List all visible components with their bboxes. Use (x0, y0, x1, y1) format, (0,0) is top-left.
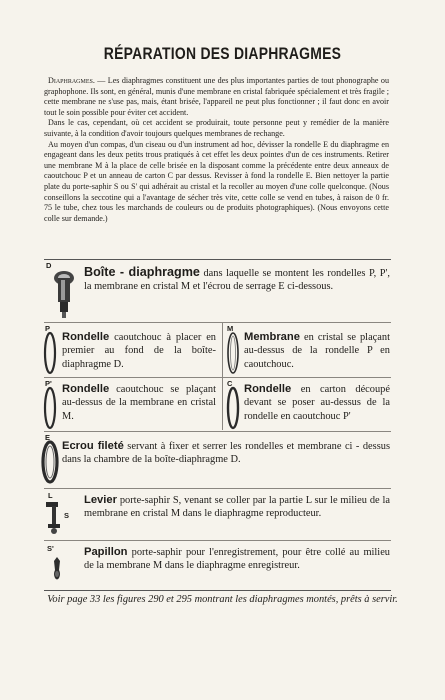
divider (44, 322, 391, 323)
intro-paragraph-3: Au moyen d'un compas, d'un ciseau ou d'un instrument ad hoc, dévisser la rondelle E du diaphragme en engageant dans les deux petits trous pratiqués à cet effet les deux pointes d'un de ces instruments. Retirer une membrane M à la place de celle brisée en la disposant comme la précédente entre deux anneaux de caoutchouc P et un anneau de carton C par dessus. Revisser à fond la rondelle E. Bien nettoyer la partie plate du porte-saphir S ou S' qui adhérait au cristal et la recoller au moyen d'une colle quelconque. (Nous conseillons la seccotine qui a l'avantage de sécher très vite, cette colle se vend en tubes, à raison de 0 fr. 75 le tube, chez tous les marchands de couleurs ou de produits photographiques). (Nous envoyons cette colle sur demande.) (44, 139, 389, 223)
item-papillon-text: porte-saphir pour l'enregistrement, pour être collé au milieu de la membrane M dans le diaphragme enregistreur. (84, 547, 390, 572)
threaded-nut-figure (41, 439, 59, 485)
stylus-butterfly-figure (50, 556, 64, 582)
figure-letter-c: C (227, 379, 233, 388)
item-rondelle-c-text: en carton découpé devant se poser au-dessus de la rondelle en caoutchouc P' (244, 384, 390, 422)
figure-letter-e: E (45, 433, 51, 442)
item-papillon-name: Papillon (84, 546, 128, 558)
item-rondelle-p-prime-name: Rondelle (62, 383, 110, 395)
footer-note: Voir page 33 les figures 290 et 295 montrant les diaphragmes montés, prêts à servir. (47, 594, 398, 605)
item-boite-diaphragme (84, 266, 390, 294)
item-ecrou-name: Ecrou fileté (62, 440, 124, 452)
intro-paragraph-1 (44, 76, 389, 118)
item-rondelle-p-name: Rondelle (62, 331, 110, 343)
figure-letter-p: P (45, 324, 51, 333)
cardboard-ring-figure (226, 385, 240, 431)
item-rondelle-p-prime (62, 383, 216, 423)
intro-lead: Diaphragmes. (48, 76, 95, 85)
item-levier-text: porte-saphir S, venant se coller par la partie L sur le milieu de la membrane en cristal M dans le diaphragme reproducteur. (84, 495, 390, 520)
figure-letter-l: L (48, 491, 53, 500)
divider (44, 377, 391, 378)
item-boite-text: dans laquelle se montent les rondelles P, P', la membrane en cristal M et l'écrou de serrage E ci-dessous. (84, 268, 391, 293)
intro-paragraph-2: Dans le cas, cependant, où cet accident se produirait, toute personne peut y remédier de la manière suivante, à la condition d'avoir toujours quelques membranes de rechange. (44, 118, 389, 138)
item-levier-name: Levier (84, 494, 117, 506)
intro-paragraph-1-text: — Les diaphragmes constituent une des plus importantes parties de tout phonographe ou graphophone. Ils sont, en général, munis d'une membrane en cristal fabriquée spécialement et très fragile ; cette membrane ne s'use pas, mais, étant brisée, l'appareil ne peut plus fonctionner ; il faut donc en avoir tout le soin possible pour éviter cet accident. (44, 76, 389, 117)
item-rondelle-p (62, 331, 216, 371)
divider (44, 540, 391, 541)
figure-letter-m: M (227, 324, 234, 333)
diaphragm-box-figure (48, 268, 76, 320)
figure-letter-p-prime: P' (45, 379, 52, 388)
intro-text (44, 76, 389, 224)
item-membrane-text: en cristal se plaçant au-dessus de la rondelle P en caoutchouc. (244, 332, 390, 370)
item-rondelle-c (244, 383, 390, 423)
figure-letter-s-prime: S' (47, 544, 54, 553)
item-membrane (244, 331, 390, 371)
rubber-ring-figure (43, 385, 57, 431)
item-rondelle-c-name: Rondelle (244, 383, 292, 395)
glass-membrane-figure (226, 330, 240, 376)
divider (44, 590, 391, 591)
rubber-ring-figure (43, 330, 57, 376)
item-papillon (84, 546, 390, 573)
item-ecrou (62, 440, 390, 467)
item-rondelle-p-prime-text: caoutchouc se plaçant au-dessus de la membrane en cristal M. (62, 384, 216, 422)
item-ecrou-text: servant à fixer et serrer les rondelles et membrane ci - dessus dans la chambre de la boîte-diaphragme D. (62, 441, 390, 466)
divider (44, 488, 391, 489)
item-levier (84, 494, 390, 521)
divider (44, 431, 391, 432)
item-membrane-name: Membrane (244, 331, 300, 343)
item-boite-name: Boîte - diaphragme (84, 265, 200, 279)
divider (44, 259, 391, 260)
figure-letter-d: D (46, 261, 52, 270)
item-rondelle-p-text: caoutchouc à placer en premier au fond de la boîte-diaphragme D. (62, 332, 216, 370)
page-title: RÉPARATION DES DIAPHRAGMES (103, 44, 342, 63)
stylus-lever-figure (44, 500, 66, 536)
figure-letter-s: S (64, 511, 70, 520)
